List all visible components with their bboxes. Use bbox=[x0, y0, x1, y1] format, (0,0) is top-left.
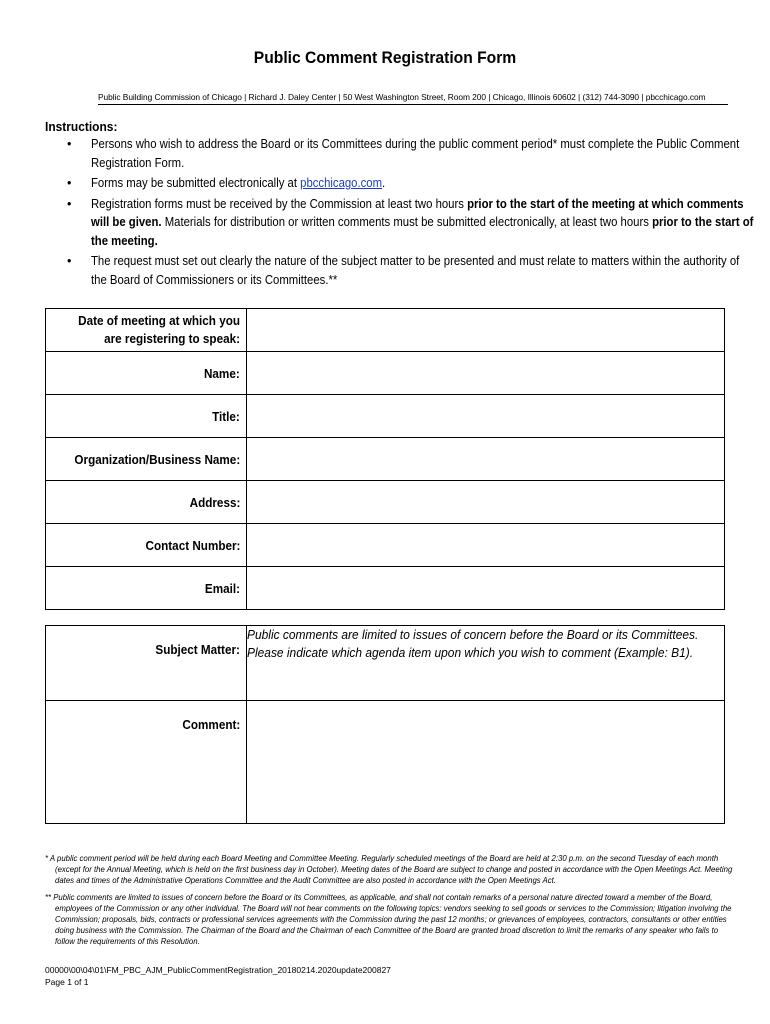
contact-number-label: Contact Number: bbox=[145, 537, 240, 553]
website-link[interactable]: pbcchicago.com bbox=[300, 176, 383, 190]
instructions-list bbox=[45, 135, 754, 291]
bullet-icon: • bbox=[67, 137, 72, 151]
registration-table bbox=[45, 308, 725, 610]
bullet-icon: • bbox=[67, 176, 72, 190]
comment-label: Comment: bbox=[182, 717, 240, 732]
instruction-item: • The request must set out clearly the nature of the subject matter to be presented and must relate to matters within the authority of the Board of Commissioners or its Committees.** bbox=[67, 254, 740, 287]
footnote-1: * A public comment period will be held during each Board Meeting and Committee Meeting. Regularly scheduled meetings of the Board are held at 2:30 p.m. on the second Tuesday of each month (except for the Annual Meeting, which is held on the first business day in October). Meeting dates of the Board are subject to change and posted in accordance with the Open Meetings Act. Meeting dates and times of the Administrative Operations Committee and the Audit Committee are also posted in accordance with the Open Meetings Act. bbox=[45, 854, 733, 885]
title-label: Title: bbox=[212, 408, 240, 424]
organization-address-line: Public Building Commission of Chicago | Richard J. Daley Center | 50 West Washington Street, Room 200 | Chicago, Illinois 60602 | (312) 744-3090 | pbcchicago.com bbox=[98, 92, 728, 105]
instructions-heading: Instructions: bbox=[45, 119, 118, 134]
email-label: Email: bbox=[204, 580, 240, 596]
name-label: Name: bbox=[204, 365, 240, 381]
contact-number-field[interactable] bbox=[247, 524, 725, 567]
subject-matter-label: Subject Matter: bbox=[155, 642, 240, 657]
page-title: Public Comment Registration Form bbox=[253, 48, 517, 67]
comment-table bbox=[45, 625, 725, 824]
meeting-date-label: Date of meeting at which you are registering to speak: bbox=[78, 313, 241, 346]
organization-field[interactable] bbox=[247, 438, 725, 481]
comment-field[interactable] bbox=[247, 701, 725, 824]
address-label: Address: bbox=[189, 494, 240, 510]
page-number: Page 1 of 1 bbox=[45, 977, 89, 987]
title-field[interactable] bbox=[247, 395, 725, 438]
instruction-item: • Registration forms must be received by the Commission at least two hours prior to the start of the meeting at which comments will be given. Materials for distribution or written comments must be submitted electronically, at least two hours prior to the start of the meeting. bbox=[67, 196, 754, 248]
subject-matter-field[interactable] bbox=[247, 626, 725, 701]
meeting-date-field[interactable] bbox=[247, 309, 725, 352]
footnote-2: ** Public comments are limited to issues of concern before the Board or its Committees, as applicable, and shall not contain remarks of a personal nature directed toward a member of the Board, employees of the Commission or any other individual. The Board will not hear comments on the following topics: vendors seeking to sell goods or services to the Commission; litigation involving the Commission; proposals, bids, contracts or professional services agreements with the Commission during the past 12 months; or grievances of employees, contractors, consultants or other entities doing business with the Commission. The Chairman of the Board and the Chairman of each Committee of the Board are granted broad discretion to limit the remarks of any speaker who fails to follow the requirements of this Resolution. bbox=[45, 893, 732, 946]
instruction-item: • Forms may be submitted electronically at pbcchicago.com. bbox=[45, 174, 745, 193]
email-field[interactable] bbox=[247, 567, 725, 610]
document-footer bbox=[45, 964, 391, 988]
name-field[interactable] bbox=[247, 352, 725, 395]
organization-label: Organization/Business Name: bbox=[74, 451, 240, 467]
subject-matter-placeholder: Public comments are limited to issues of concern before the Board or its Committees. Please indicate which agenda item upon which you wish to comment (Example: B1). bbox=[247, 627, 699, 660]
address-field[interactable] bbox=[247, 481, 725, 524]
instruction-item: • Persons who wish to address the Board or its Committees during the public comment period* must complete the Public Comment Registration Form. bbox=[67, 137, 740, 170]
bullet-icon: • bbox=[67, 254, 72, 268]
bullet-icon: • bbox=[67, 196, 72, 211]
footnotes bbox=[45, 853, 735, 953]
document-id: 00000\00\04\01\FM_PBC_AJM_PublicCommentRegistration_20180214.2020update200827 bbox=[45, 965, 391, 975]
